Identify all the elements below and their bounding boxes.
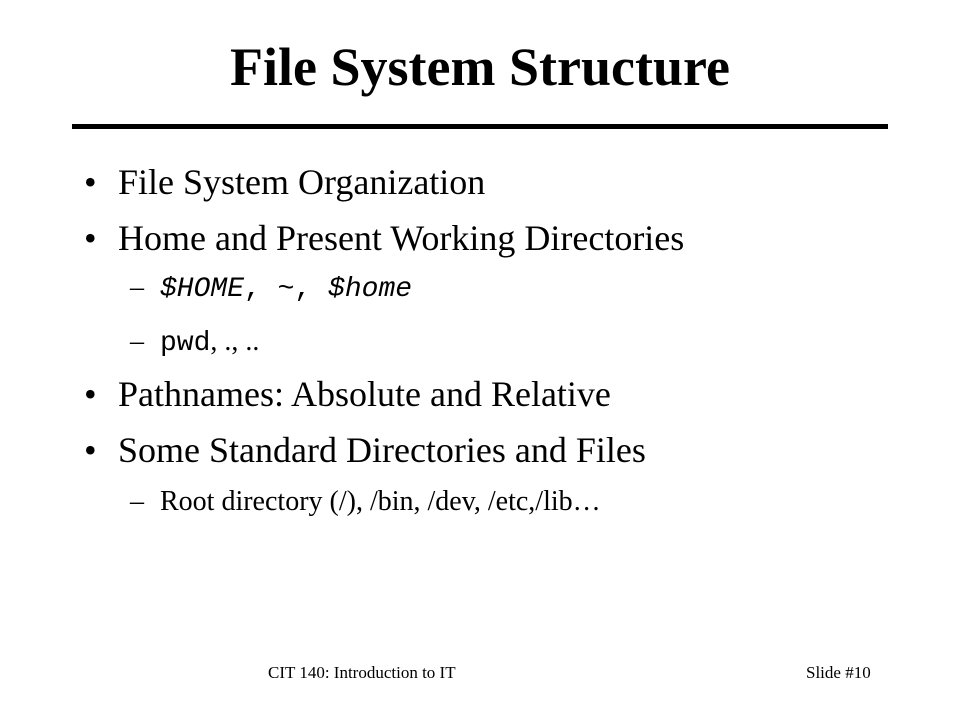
slide-title: File System Structure [230, 37, 730, 97]
dash-glyph: – [130, 486, 144, 517]
home-variable: $HOME [160, 274, 245, 305]
bullet-glyph: • [84, 162, 97, 202]
bullet-glyph: • [84, 218, 97, 258]
bullet-text: Home and Present Working Directories [118, 218, 685, 258]
footer-course: CIT 140: Introduction to IT [268, 663, 456, 682]
separator-tilde: , ~, [244, 274, 329, 305]
home-variable-lower: $home [328, 274, 413, 305]
bullet-text: Some Standard Directories and Files [118, 430, 646, 470]
pwd-command: pwd [160, 328, 211, 359]
bullet-text: Pathnames: Absolute and Relative [118, 374, 611, 414]
sub-bullet-text: Root directory (/), /bin, /dev, /etc,/lib… [160, 486, 601, 517]
dash-glyph: – [130, 326, 144, 357]
bullet-text: File System Organization [118, 162, 486, 202]
bullet-glyph: • [84, 430, 97, 470]
footer-slide-number: Slide #10 [806, 663, 871, 682]
dash-glyph: – [130, 272, 144, 303]
sub-bullet-text [160, 270, 412, 308]
dot-directories: , ., .. [210, 326, 260, 357]
sub-bullet-text [160, 324, 259, 362]
bullet-glyph: • [84, 374, 97, 414]
